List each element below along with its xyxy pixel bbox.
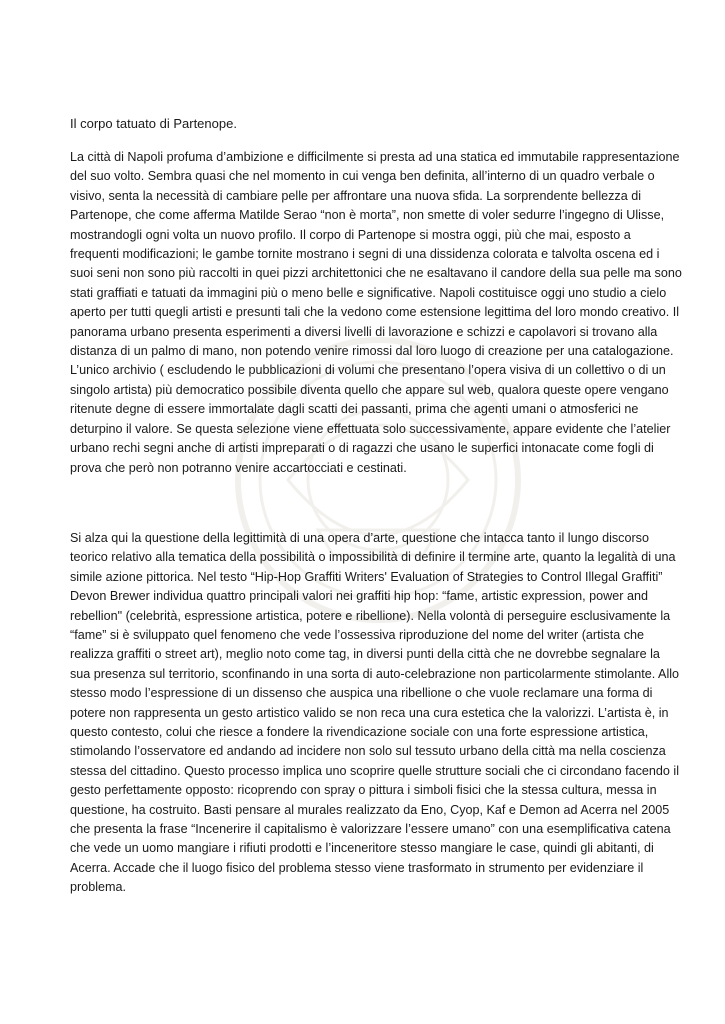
document-page <box>70 114 682 898</box>
paragraph-1: La città di Napoli profuma d’ambizione e difficilmente si presta ad una statica ed immutabile rappresentazione del suo volto. Sembra quasi che nel momento in cui venga ben definita, all’interno di un quadro verbale o visivo, senta la necessità di cambiare pelle per affrontare una nuova sfida. La sorprendente bellezza di Partenope, che come afferma Matilde Serao “non è morta”, non smette di voler sedurre l’ingegno di Ulisse, mostrandogli ogni volta un nuovo profilo. Il corpo di Partenope si mostra oggi, più che mai, esposto a frequenti modificazioni; le gambe tornite mostrano i segni di una dissidenza colorata e talvolta oscena ed i suoi seni non sono più raccolti in quei pizzi architettonici che ne esaltavano il candore della sua pelle ma sono stati graffiati e tatuati da immagini più o meno belle e significative. Napoli costituisce oggi uno studio a cielo aperto per tutti quegli artisti e presunti tali che la vedono come estensione legittima del loro mondo creativo. Il panorama urbano presenta esperimenti a diversi livelli di lavorazione e schizzi e capolavori si trovano alla distanza di un palmo di mano, non potendo venire rimossi dal loro luogo di creazione per una catalogazione. L’unico archivio ( escludendo le pubblicazioni di volumi che presentano l’opera visiva di un collettivo o di un singolo artista) più democratico possibile diventa quello che appare sul web, qualora queste opere vengano ritenute degne di essere immortalate dagli scatti dei passanti, prima che agenti umani o atmosferici ne deturpino il valore. Se questa selezione viene effettuata solo successivamente, appare evidente che l’atelier urbano rechi segni anche di artisti impreparati o di ragazzi che usano le superfici intonacate come fogli di prova che però non potranno venire accartocciati e cestinati. <box>70 150 682 475</box>
paragraph-2: Si alza qui la questione della legittimità di una opera d’arte, questione che intacca tanto il lungo discorso teorico relativo alla tematica della possibilità o impossibilità di definire il termine arte, quanto la legalità di una simile azione pittorica. Nel testo “Hip-Hop Graffiti Writers' Evaluation of Strategies to Control Illegal Graffiti” Devon Brewer individua quattro principali valori nei graffiti hip hop: “fame, artistic expression, power and rebellion" (celebrità, espressione artistica, potere e ribellione). Nella volontà di perseguire esclusivamente la “fame” si è sviluppato quel fenomeno che vede l’ossessiva riproduzione del nome del writer (artista che realizza graffiti o street art), meglio noto come tag, in diversi punti della città che ne dovrebbe segnalare la sua presenza sul territorio, sconfinando in una sorta di auto-celebrazione non particolarmente stimolante. Allo stesso modo l’espressione di un dissenso che auspica una ribellione o che vuole reclamare una forma di potere non rappresenta un gesto artistico valido se non reca una cura estetica che la valorizzi. L’artista è, in questo contesto, colui che riesce a fondere la rivendicazione sociale con una forte espressione artistica, stimolando l’osservatore ed andando ad incidere non solo sul tessuto urbano della città ma nella coscienza stessa del cittadino. Questo processo implica uno scoprire quelle strutture sociali che ci circondano facendo il gesto perfettamente opposto: ricoprendo con spray o pittura i simboli fisici che la stessa cultura, messa in questione, ha costruito. Basti pensare al murales realizzato da Eno, Cyop, Kaf e Demon ad Acerra nel 2005 che presenta la frase “Incenerire il capitalismo è valorizzare l’essere umano” con una esemplificativa catena che vede un uomo mangiare i rifiuti prodotti e l’inceneritore stesso mangiare le case, quindi gli abitanti, di Acerra. Accade che il luogo fisico del problema stesso viene trasformato in strumento per evidenziare il problema. <box>70 530 680 895</box>
document-title: Il corpo tatuato di Partenope. <box>70 116 237 131</box>
